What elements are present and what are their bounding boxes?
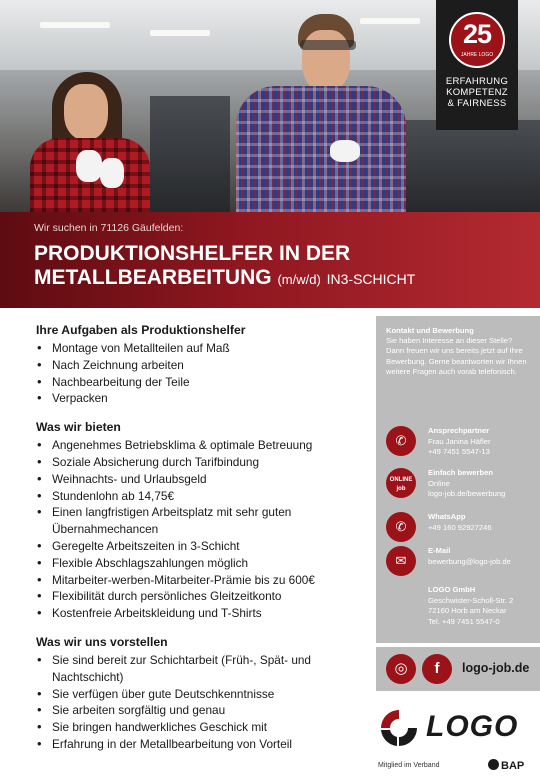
machine <box>150 96 230 212</box>
social-bar <box>376 647 540 691</box>
phone-number[interactable]: +49 7451 5547-13 <box>428 447 490 456</box>
phone-details <box>428 426 490 458</box>
contact-person: Frau Janina Häfler <box>428 436 491 446</box>
list-item: • Sie arbeiten sorgfältig und genau <box>36 702 366 719</box>
company-street: Geschwister-Scholl-Str. 2 <box>428 595 514 605</box>
list-item: • Verpacken <box>36 390 366 407</box>
safety-glasses <box>300 40 356 50</box>
anniversary-badge <box>436 0 518 130</box>
anniversary-number: 25 <box>462 19 492 49</box>
job-title <box>34 242 540 292</box>
whatsapp-number[interactable]: +49 160 92927246 <box>428 522 492 532</box>
bap-mark-icon <box>488 759 499 770</box>
email-label: E-Mail <box>428 546 451 555</box>
contact-heading: Kontakt und Bewerbung <box>386 326 474 335</box>
job-title-line2 <box>34 266 540 292</box>
list-item: • Angenehmes Betriebsklima & optimale Betreuung <box>36 437 366 454</box>
location-intro: Wir suchen in 71126 Gäufelden: <box>34 222 184 234</box>
bap-label: BAP <box>501 760 525 772</box>
person-glove <box>330 140 360 162</box>
shift-model: 3-SCHICHT <box>340 271 416 287</box>
job-description <box>36 322 366 765</box>
section-heading-offer: Was wir bieten <box>36 420 121 435</box>
job-title-main: METALLBEARBEITUNG <box>34 266 272 289</box>
ceiling-light <box>40 22 110 28</box>
person-face <box>64 84 108 140</box>
website-link[interactable]: logo-job.de <box>462 661 530 675</box>
online-job-icon <box>386 468 416 498</box>
anniversary-sub: JAHRE LOGO <box>460 52 494 58</box>
list-item: • Kostenfreie Arbeitskleidung und T-Shirts <box>36 605 366 622</box>
bap-logo <box>488 759 524 772</box>
person-shirt <box>236 86 406 212</box>
tasks-list <box>36 340 366 407</box>
instagram-icon[interactable]: ◎ <box>386 654 416 684</box>
email-address[interactable]: bewerbung@logo-job.de <box>428 556 511 566</box>
contact-text: Sie haben Interesse an dieser Stelle? Dann freuen wir uns bereits jetzt auf Ihre Bewerbung. Gerne beantworten wir Ihnen weitere Fragen auch vorab telefonisch. <box>386 336 527 376</box>
logo-wordmark: LOGO <box>426 710 519 743</box>
job-title-line1: PRODUKTIONSHELFER IN DER <box>34 242 351 265</box>
person-glove <box>76 150 102 182</box>
gender-note: (m/w/d) <box>277 272 321 287</box>
contact-intro <box>386 326 532 377</box>
list-item: • Sie bringen handwerkliches Geschick mit <box>36 719 366 736</box>
anniversary-seal <box>449 12 505 68</box>
section-heading-profile: Was wir uns vorstellen <box>36 634 168 649</box>
online-icon-top: ONLINE <box>389 477 413 483</box>
list-item: • Sie verfügen über gute Deutschkenntnisse <box>36 686 366 703</box>
company-city: 72160 Horb am Neckar <box>428 606 507 615</box>
list-item: • Nach Zeichnung arbeiten <box>36 357 366 374</box>
list-item: • Soziale Absicherung durch Tarifbindung <box>36 454 366 471</box>
list-item: • Flexible Abschlagszahlungen möglich <box>36 555 366 572</box>
list-item: • Einen langfristigen Arbeitsplatz mit sehr guten Übernahmechancen <box>36 504 366 538</box>
online-icon-bottom: job <box>396 486 406 492</box>
list-item: • Flexibilität durch persönliches Gleitzeitkonto <box>36 588 366 605</box>
facebook-icon[interactable]: f <box>422 654 452 684</box>
list-item: • Sie sind bereit zur Schichtarbeit (Früh-, Spät- und Nachtschicht) <box>36 652 366 686</box>
company-phone[interactable]: Tel. +49 7451 5547-0 <box>428 616 500 626</box>
contact-sidebar <box>376 316 540 643</box>
whatsapp-details <box>428 512 492 533</box>
profile-list <box>36 652 366 753</box>
list-item: • Mitarbeiter-werben-Mitarbeiter-Prämie bis zu 600€ <box>36 572 366 589</box>
phone-label: Ansprechpartner <box>428 426 490 435</box>
badge-claim <box>436 76 518 109</box>
title-banner <box>0 212 540 308</box>
company-logo <box>376 706 532 750</box>
online-details <box>428 468 505 500</box>
person-glove <box>100 158 124 188</box>
email-details <box>428 546 511 567</box>
list-item: • Stundenlohn ab 14,75€ <box>36 488 366 505</box>
whatsapp-label: WhatsApp <box>428 512 466 521</box>
phone-icon: ✆ <box>386 426 416 456</box>
list-item: • Weihnachts- und Urlaubsgeld <box>36 471 366 488</box>
address-details <box>428 585 513 627</box>
whatsapp-icon: ✆ <box>386 512 416 542</box>
online-url[interactable]: logo-job.de/bewerbung <box>428 489 506 498</box>
online-line2: Online <box>428 478 450 488</box>
ceiling-light <box>360 18 420 24</box>
offer-list <box>36 437 366 622</box>
mail-icon: ✉ <box>386 546 416 576</box>
shift-prefix: IN <box>326 271 341 287</box>
membership-note: Mitglied im Verband <box>378 762 440 769</box>
list-item: • Nachbearbeitung der Teile <box>36 374 366 391</box>
claim-line: KOMPETENZ <box>446 87 508 98</box>
logo-mark-icon <box>376 708 422 748</box>
claim-line: & FAIRNESS <box>447 98 507 109</box>
section-heading-tasks: Ihre Aufgaben als Produktionshelfer <box>36 323 246 337</box>
ceiling-light <box>150 30 210 36</box>
list-item: • Geregelte Arbeitszeiten in 3-Schicht <box>36 538 366 555</box>
list-item: • Montage von Metallteilen auf Maß <box>36 340 366 357</box>
online-label: Einfach bewerben <box>428 468 493 477</box>
list-item: • Erfahrung in der Metallbearbeitung von Vorteil <box>36 736 366 753</box>
company-name: LOGO GmbH <box>428 585 476 594</box>
claim-line: ERFAHRUNG <box>445 76 509 87</box>
